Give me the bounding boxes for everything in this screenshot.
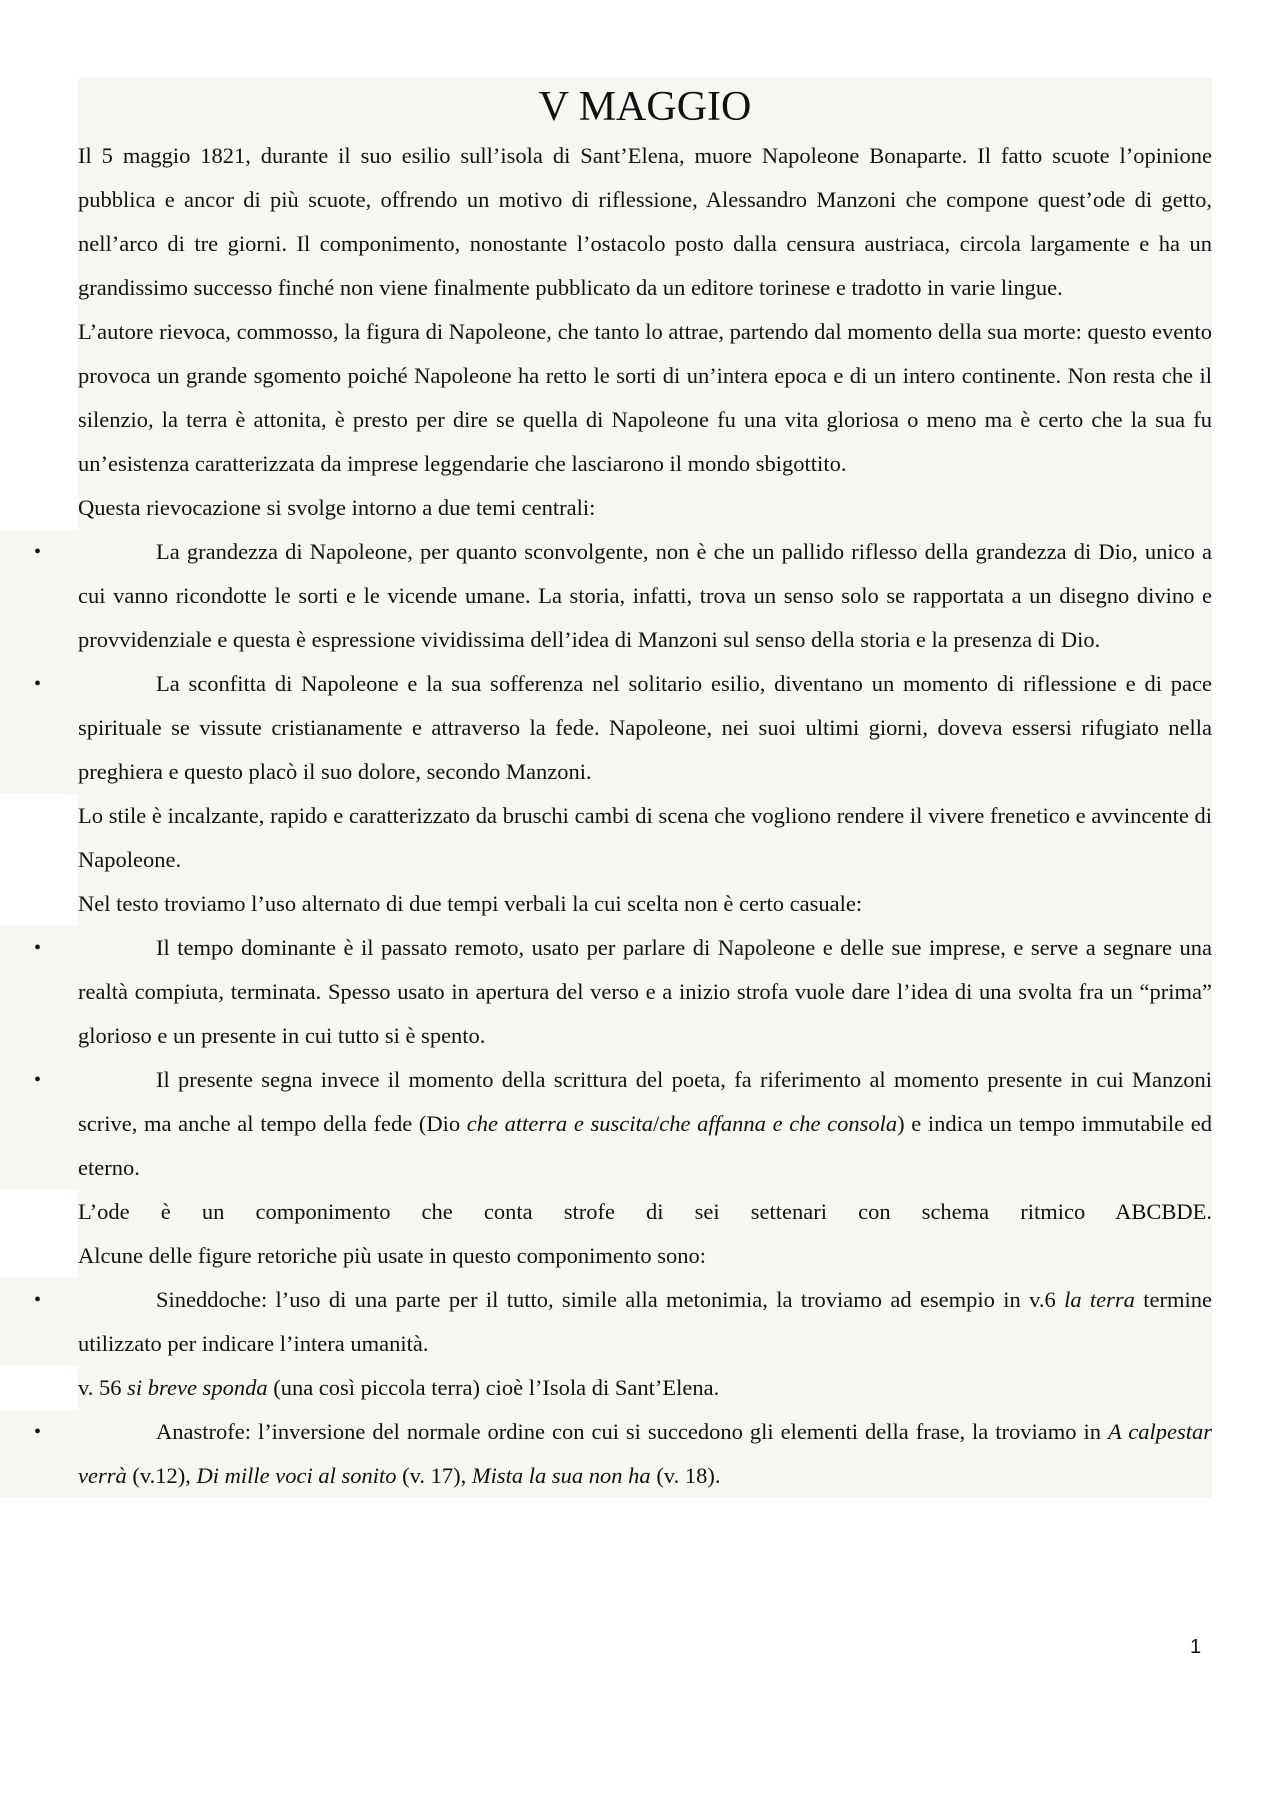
paragraph-rievocazione: L’autore rievoca, commosso, la figura di Napoleone, che tanto lo attrae, partendo dal momento della sua morte: questo evento provoca un grande sgomento poiché Napoleone ha retto le sorti di un’intera epoca e di un intero continente. Non resta che il silenzio, la terra è attonita, è presto per dire se quella di Napoleone fu una vita gloriosa o meno ma è certo che la sua fu un’esistenza caratterizzata da imprese leggendarie che lasciarono il mondo sbigottito.: [78, 319, 1212, 476]
page-number: 1: [1190, 1636, 1202, 1658]
list-item: • Sineddoche: l’uso di una parte per il tutto, simile alla metonimia, la troviamo ad esempio in v.6 la terra termine utilizzato per indicare l’intera umanità.: [78, 1278, 1212, 1366]
paragraph-tempi: Nel testo troviamo l’uso alternato di due tempi verbali la cui scelta non è certo casuale:: [78, 891, 863, 916]
list-item: • Il presente segna invece il momento della scrittura del poeta, fa riferimento al momento presente in cui Manzoni scrive, ma anche al tempo della fede (Dio che atterra e suscita/che affanna e che consola) e indica un tempo immutabile ed eterno.: [78, 1058, 1212, 1190]
paragraph-intro: Il 5 maggio 1821, durante il suo esilio sull’isola di Sant’Elena, muore Napoleone Bonaparte. Il fatto scuote l’opinione pubblica e ancor di più scuote, offrendo un motivo di riflessione, Alessandro Manzoni che compone quest’ode di getto, nell’arco di tre giorni. Il componimento, nonostante l’ostacolo posto dalla censura austriaca, circola largamente e ha un grandissimo successo finché non viene finalmente pubblicato da un editore torinese e tradotto in varie lingue.: [78, 143, 1212, 300]
page-title: V MAGGIO: [538, 84, 752, 130]
paragraph-figure-retoriche: Alcune delle figure retoriche più usate in questo componimento sono:: [78, 1243, 706, 1268]
list-item: • La sconfitta di Napoleone e la sua sofferenza nel solitario esilio, diventano un momento di riflessione e di pace spirituale se vissute cristianamente e attraverso la fede. Napoleone, nei suoi ultimi giorni, doveva essersi rifugiato nella preghiera e questo placò il suo dolore, secondo Manzoni.: [78, 662, 1212, 794]
bullet-icon: •: [34, 1421, 42, 1443]
document-body: [34, 78, 1213, 1498]
bullet-icon: •: [34, 1069, 42, 1091]
list-item: • Il tempo dominante è il passato remoto, usato per parlare di Napoleone e delle sue imprese, e serve a segnare una realtà compiuta, terminata. Spesso usato in apertura del verso e a inizio strofa vuole dare l’idea di una svolta fra un “prima” glorioso e un presente in cui tutto si è spento.: [78, 926, 1212, 1058]
paragraph-stile: Lo stile è incalzante, rapido e caratterizzato da bruschi cambi di scena che vogliono rendere il vivere frenetico e avvincente di Napoleone.: [78, 803, 1212, 872]
paragraph-temi: Questa rievocazione si svolge intorno a due temi centrali:: [78, 495, 596, 520]
bullet-icon: •: [34, 541, 42, 563]
paragraph-verso-56: v. 56 si breve sponda (una così piccola terra) cioè l’Isola di Sant’Elena.: [78, 1375, 720, 1400]
bullet-icon: •: [34, 673, 42, 695]
list-item: • Anastrofe: l’inversione del normale ordine con cui si succedono gli elementi della frase, la troviamo in A calpestar verrà (v.12), Di mille voci al sonito (v. 17), Mista la sua non ha (v. 18).: [78, 1410, 1212, 1498]
bullet-icon: •: [34, 937, 42, 959]
bullet-icon: •: [34, 1289, 42, 1311]
list-item: • La grandezza di Napoleone, per quanto sconvolgente, non è che un pallido riflesso della grandezza di Dio, unico a cui vanno ricondotte le sorti e le vicende umane. La storia, infatti, trova un senso solo se rapportata a un disegno divino e provvidenziale e questa è espressione vividissima dell’idea di Manzoni sul senso della storia e la presenza di Dio.: [78, 530, 1212, 662]
paragraph-ode-schema: L’ode è un componimento che conta strofe di sei settenari con schema ritmico ABCBDE.: [78, 1199, 1212, 1224]
